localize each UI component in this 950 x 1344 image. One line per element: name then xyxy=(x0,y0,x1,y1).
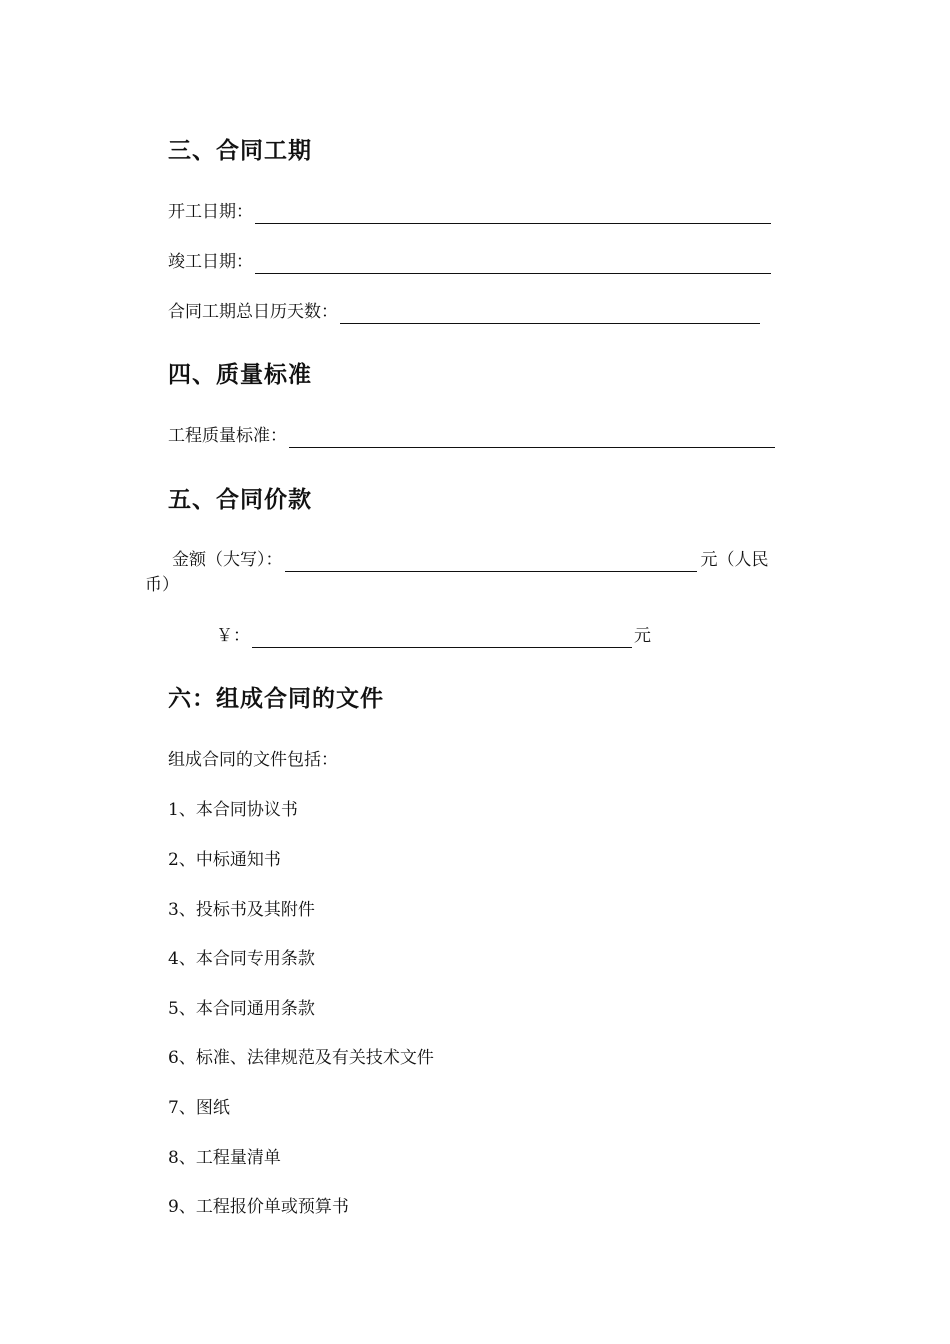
section-heading-construction-period: 三、合同工期 xyxy=(168,138,312,164)
amount-figures-field xyxy=(216,624,651,648)
completion-date-field xyxy=(168,250,771,274)
list-item: 1、本合同协议书 xyxy=(168,800,298,820)
list-item: 8、工程量清单 xyxy=(168,1148,281,1168)
amount-words-label: 金额（大写）： xyxy=(172,550,283,570)
list-item: 3、投标书及其附件 xyxy=(168,900,315,920)
section-heading-contract-documents: 六：组成合同的文件 xyxy=(168,686,384,712)
quality-standard-label: 工程质量标准： xyxy=(168,426,287,446)
list-item: 4、本合同专用条款 xyxy=(168,949,315,969)
list-item: 5、本合同通用条款 xyxy=(168,999,315,1019)
section-heading-contract-price: 五、合同价款 xyxy=(168,487,312,513)
amount-words-suffix-wrap: 币） xyxy=(145,575,179,595)
total-days-label: 合同工期总日历天数： xyxy=(168,302,338,322)
list-item: 9、工程报价单或预算书 xyxy=(168,1197,349,1217)
list-item: 6、标准、法律规范及有关技术文件 xyxy=(168,1048,434,1068)
completion-date-label: 竣工日期： xyxy=(168,252,253,272)
start-date-label: 开工日期： xyxy=(168,202,253,222)
section-heading-quality-standard: 四、质量标准 xyxy=(168,362,312,388)
total-days-blank[interactable] xyxy=(340,307,760,324)
quality-standard-field xyxy=(168,424,775,448)
completion-date-blank[interactable] xyxy=(255,257,771,274)
amount-words-suffix: 元（人民 xyxy=(700,550,769,570)
amount-figures-label: ￥： xyxy=(216,626,250,646)
amount-figures-blank[interactable] xyxy=(252,631,632,648)
amount-figures-suffix: 元 xyxy=(634,626,651,646)
start-date-field xyxy=(168,200,771,224)
documents-intro: 组成合同的文件包括： xyxy=(168,750,338,770)
amount-words-field xyxy=(172,548,769,572)
list-item: 7、图纸 xyxy=(168,1098,230,1118)
list-item: 2、中标通知书 xyxy=(168,850,281,870)
amount-words-blank[interactable] xyxy=(285,555,697,572)
start-date-blank[interactable] xyxy=(255,207,771,224)
quality-standard-blank[interactable] xyxy=(289,431,775,448)
total-days-field xyxy=(168,300,760,324)
